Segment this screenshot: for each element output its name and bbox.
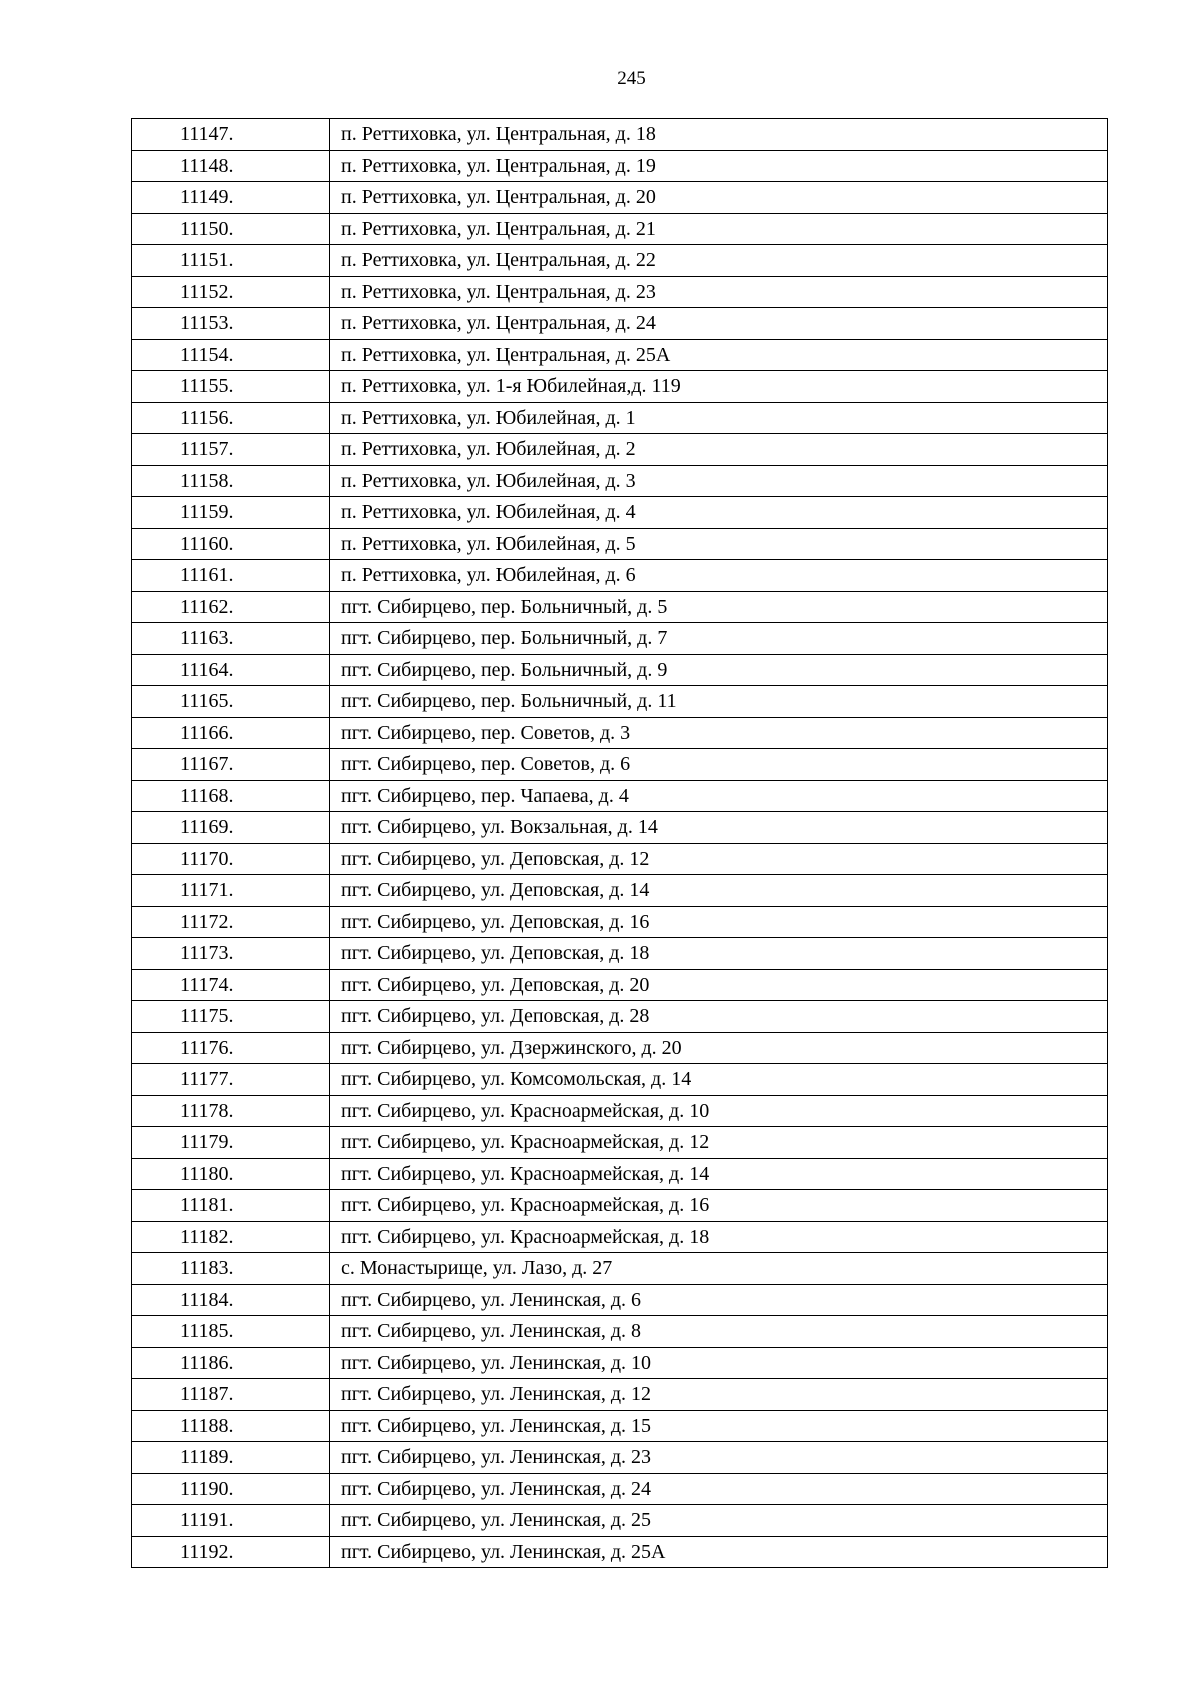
row-number-cell: 11163.	[132, 623, 330, 655]
row-number-cell: 11171.	[132, 875, 330, 907]
address-cell: пгт. Сибирцево, ул. Красноармейская, д. 10	[330, 1095, 1108, 1127]
address-cell: пгт. Сибирцево, ул. Ленинская, д. 15	[330, 1410, 1108, 1442]
row-number-cell: 11155.	[132, 371, 330, 403]
table-row	[132, 1505, 1108, 1537]
address-cell: пгт. Сибирцево, ул. Красноармейская, д. 18	[330, 1221, 1108, 1253]
row-number-cell: 11180.	[132, 1158, 330, 1190]
address-cell: пгт. Сибирцево, ул. Деповская, д. 14	[330, 875, 1108, 907]
table-row	[132, 1032, 1108, 1064]
table-row	[132, 1473, 1108, 1505]
row-number-cell: 11156.	[132, 402, 330, 434]
row-number-cell: 11173.	[132, 938, 330, 970]
table-row	[132, 1442, 1108, 1474]
address-cell: с. Монастырище, ул. Лазо, д. 27	[330, 1253, 1108, 1285]
table-row	[132, 1410, 1108, 1442]
address-cell: пгт. Сибирцево, ул. Дзержинского, д. 20	[330, 1032, 1108, 1064]
table-row	[132, 402, 1108, 434]
table-row	[132, 843, 1108, 875]
table-row	[132, 938, 1108, 970]
address-cell: п. Реттиховка, ул. Юбилейная, д. 1	[330, 402, 1108, 434]
address-cell: п. Реттиховка, ул. Центральная, д. 20	[330, 182, 1108, 214]
address-cell: пгт. Сибирцево, ул. Ленинская, д. 23	[330, 1442, 1108, 1474]
address-cell: пгт. Сибирцево, ул. Вокзальная, д. 14	[330, 812, 1108, 844]
table-row	[132, 119, 1108, 151]
table-row	[132, 497, 1108, 529]
address-cell: пгт. Сибирцево, ул. Красноармейская, д. 14	[330, 1158, 1108, 1190]
row-number-cell: 11190.	[132, 1473, 330, 1505]
address-cell: пгт. Сибирцево, пер. Советов, д. 3	[330, 717, 1108, 749]
row-number-cell: 11152.	[132, 276, 330, 308]
address-cell: пгт. Сибирцево, ул. Деповская, д. 28	[330, 1001, 1108, 1033]
table-row	[132, 560, 1108, 592]
address-cell: пгт. Сибирцево, пер. Больничный, д. 7	[330, 623, 1108, 655]
row-number-cell: 11178.	[132, 1095, 330, 1127]
table-row	[132, 717, 1108, 749]
table-row	[132, 1158, 1108, 1190]
row-number-cell: 11172.	[132, 906, 330, 938]
row-number-cell: 11148.	[132, 150, 330, 182]
address-cell: пгт. Сибирцево, пер. Чапаева, д. 4	[330, 780, 1108, 812]
table-row	[132, 686, 1108, 718]
address-cell: п. Реттиховка, ул. Центральная, д. 21	[330, 213, 1108, 245]
table-row	[132, 812, 1108, 844]
table-row	[132, 339, 1108, 371]
address-cell: п. Реттиховка, ул. Центральная, д. 24	[330, 308, 1108, 340]
row-number-cell: 11175.	[132, 1001, 330, 1033]
address-cell: п. Реттиховка, ул. Юбилейная, д. 6	[330, 560, 1108, 592]
row-number-cell: 11151.	[132, 245, 330, 277]
table-row	[132, 245, 1108, 277]
table-row	[132, 1095, 1108, 1127]
table-row	[132, 906, 1108, 938]
row-number-cell: 11179.	[132, 1127, 330, 1159]
table-row	[132, 465, 1108, 497]
row-number-cell: 11154.	[132, 339, 330, 371]
row-number-cell: 11153.	[132, 308, 330, 340]
address-cell: п. Реттиховка, ул. Центральная, д. 25А	[330, 339, 1108, 371]
table-row	[132, 150, 1108, 182]
table-row	[132, 1190, 1108, 1222]
table-row	[132, 1536, 1108, 1568]
table-row	[132, 780, 1108, 812]
table-row	[132, 1127, 1108, 1159]
row-number-cell: 11165.	[132, 686, 330, 718]
address-cell: п. Реттиховка, ул. Юбилейная, д. 2	[330, 434, 1108, 466]
address-cell: п. Реттиховка, ул. Центральная, д. 19	[330, 150, 1108, 182]
address-cell: пгт. Сибирцево, пер. Советов, д. 6	[330, 749, 1108, 781]
address-cell: пгт. Сибирцево, ул. Красноармейская, д. 16	[330, 1190, 1108, 1222]
row-number-cell: 11186.	[132, 1347, 330, 1379]
table-row	[132, 749, 1108, 781]
address-cell: пгт. Сибирцево, ул. Ленинская, д. 6	[330, 1284, 1108, 1316]
row-number-cell: 11181.	[132, 1190, 330, 1222]
table-row	[132, 434, 1108, 466]
row-number-cell: 11174.	[132, 969, 330, 1001]
address-cell: пгт. Сибирцево, пер. Больничный, д. 11	[330, 686, 1108, 718]
row-number-cell: 11176.	[132, 1032, 330, 1064]
row-number-cell: 11157.	[132, 434, 330, 466]
table-row	[132, 1284, 1108, 1316]
page-number: 245	[617, 68, 646, 89]
table-row	[132, 969, 1108, 1001]
address-cell: пгт. Сибирцево, ул. Ленинская, д. 25	[330, 1505, 1108, 1537]
address-cell: пгт. Сибирцево, ул. Комсомольская, д. 14	[330, 1064, 1108, 1096]
address-cell: пгт. Сибирцево, пер. Больничный, д. 9	[330, 654, 1108, 686]
table-row	[132, 1347, 1108, 1379]
address-cell: п. Реттиховка, ул. Центральная, д. 18	[330, 119, 1108, 151]
address-cell: пгт. Сибирцево, ул. Ленинская, д. 24	[330, 1473, 1108, 1505]
address-cell: п. Реттиховка, ул. Центральная, д. 22	[330, 245, 1108, 277]
row-number-cell: 11184.	[132, 1284, 330, 1316]
row-number-cell: 11168.	[132, 780, 330, 812]
row-number-cell: 11188.	[132, 1410, 330, 1442]
row-number-cell: 11189.	[132, 1442, 330, 1474]
address-cell: п. Реттиховка, ул. Центральная, д. 23	[330, 276, 1108, 308]
address-cell: пгт. Сибирцево, ул. Деповская, д. 20	[330, 969, 1108, 1001]
row-number-cell: 11160.	[132, 528, 330, 560]
table-row	[132, 213, 1108, 245]
table-row	[132, 371, 1108, 403]
row-number-cell: 11161.	[132, 560, 330, 592]
table-row	[132, 654, 1108, 686]
address-registry-body	[132, 119, 1108, 1568]
address-cell: пгт. Сибирцево, ул. Красноармейская, д. 12	[330, 1127, 1108, 1159]
address-registry-table	[131, 118, 1108, 1568]
row-number-cell: 11150.	[132, 213, 330, 245]
address-cell: пгт. Сибирцево, ул. Ленинская, д. 12	[330, 1379, 1108, 1411]
address-cell: п. Реттиховка, ул. Юбилейная, д. 5	[330, 528, 1108, 560]
table-row	[132, 528, 1108, 560]
address-cell: п. Реттиховка, ул. Юбилейная, д. 4	[330, 497, 1108, 529]
row-number-cell: 11191.	[132, 1505, 330, 1537]
row-number-cell: 11149.	[132, 182, 330, 214]
row-number-cell: 11158.	[132, 465, 330, 497]
row-number-cell: 11162.	[132, 591, 330, 623]
address-cell: пгт. Сибирцево, ул. Деповская, д. 12	[330, 843, 1108, 875]
address-cell: пгт. Сибирцево, ул. Ленинская, д. 10	[330, 1347, 1108, 1379]
table-row	[132, 591, 1108, 623]
row-number-cell: 11177.	[132, 1064, 330, 1096]
address-cell: пгт. Сибирцево, ул. Ленинская, д. 25А	[330, 1536, 1108, 1568]
row-number-cell: 11147.	[132, 119, 330, 151]
table-row	[132, 182, 1108, 214]
table-row	[132, 875, 1108, 907]
row-number-cell: 11192.	[132, 1536, 330, 1568]
table-row	[132, 1253, 1108, 1285]
address-cell: пгт. Сибирцево, ул. Деповская, д. 16	[330, 906, 1108, 938]
row-number-cell: 11164.	[132, 654, 330, 686]
table-row	[132, 1064, 1108, 1096]
table-row	[132, 623, 1108, 655]
row-number-cell: 11183.	[132, 1253, 330, 1285]
row-number-cell: 11159.	[132, 497, 330, 529]
table-row	[132, 1316, 1108, 1348]
row-number-cell: 11182.	[132, 1221, 330, 1253]
address-cell: пгт. Сибирцево, ул. Деповская, д. 18	[330, 938, 1108, 970]
table-row	[132, 1379, 1108, 1411]
address-cell: п. Реттиховка, ул. 1-я Юбилейная,д. 119	[330, 371, 1108, 403]
row-number-cell: 11187.	[132, 1379, 330, 1411]
table-row	[132, 276, 1108, 308]
address-cell: пгт. Сибирцево, ул. Ленинская, д. 8	[330, 1316, 1108, 1348]
address-cell: п. Реттиховка, ул. Юбилейная, д. 3	[330, 465, 1108, 497]
table-row	[132, 1221, 1108, 1253]
row-number-cell: 11169.	[132, 812, 330, 844]
row-number-cell: 11166.	[132, 717, 330, 749]
row-number-cell: 11167.	[132, 749, 330, 781]
table-row	[132, 1001, 1108, 1033]
row-number-cell: 11185.	[132, 1316, 330, 1348]
row-number-cell: 11170.	[132, 843, 330, 875]
address-cell: пгт. Сибирцево, пер. Больничный, д. 5	[330, 591, 1108, 623]
table-row	[132, 308, 1108, 340]
